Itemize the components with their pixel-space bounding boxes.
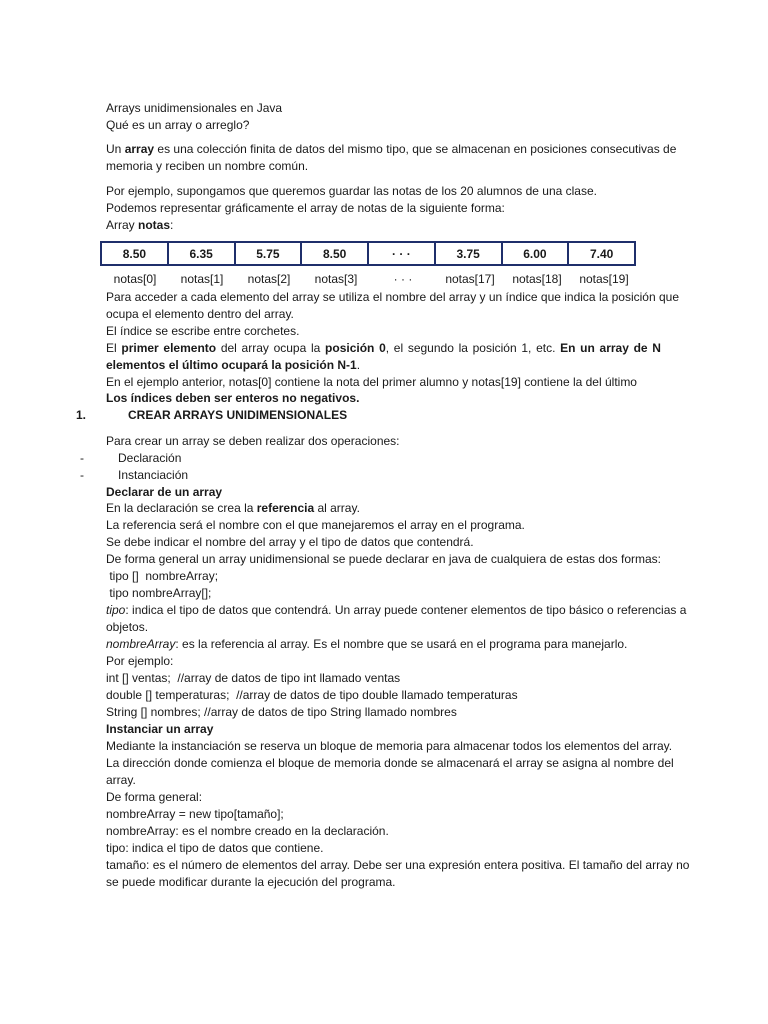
list-dash: - xyxy=(80,468,84,482)
example-label: Por ejemplo: xyxy=(106,654,174,668)
nombre-description: nombreArray: es la referencia al array. Es el nombre que se usará en el programa para manejarlo. xyxy=(106,637,628,651)
array-index-label: · · · xyxy=(393,272,413,286)
declare-form-1: tipo [] nombreArray; xyxy=(106,569,219,583)
array-index-label: notas[1] xyxy=(180,272,224,286)
section-intro: Para crear un array se deben realizar dos operaciones: xyxy=(106,434,400,448)
access-line-5: elementos el último ocupará la posición N-1. xyxy=(106,358,361,372)
array-label: Array notas: xyxy=(106,218,174,232)
declare-form-2: tipo nombreArray[]; xyxy=(106,586,212,600)
example-line-1: Por ejemplo, supongamos que queremos guardar las notas de los 20 alumnos de una clase. xyxy=(106,184,597,198)
instantiate-line-6: nombreArray: es el nombre creado en la declaración. xyxy=(106,824,389,838)
tipo-description: tipo: indica el tipo de datos que contendrá. Un array puede contener elementos de tipo básico o referencias a xyxy=(106,603,687,617)
array-cell: 7.40 xyxy=(589,246,614,261)
list-dash: - xyxy=(80,451,84,465)
instantiate-line-2: La dirección donde comienza el bloque de memoria donde se almacenará el array se asigna al nombre del xyxy=(106,756,674,770)
section-number: 1. xyxy=(76,408,87,422)
access-line-1: Para acceder a cada elemento del array se utiliza el nombre del array y un índice que indica la posición que xyxy=(106,290,679,304)
array-index-label: notas[18] xyxy=(512,272,562,286)
access-line-7: Los índices deben ser enteros no negativos. xyxy=(106,391,360,405)
instantiate-line-4: De forma general: xyxy=(106,790,203,804)
example-code-3: String [] nombres; //array de datos de tipo String llamado nombres xyxy=(106,705,457,719)
array-term: array xyxy=(124,142,155,156)
instantiate-code: nombreArray = new tipo[tamaño]; xyxy=(106,807,284,821)
access-line-2: ocupa el elemento dentro del array. xyxy=(106,307,294,321)
array-diagram xyxy=(100,241,636,266)
declare-line-3: Se debe indicar el nombre del array y el tipo de datos que contendrá. xyxy=(106,535,474,549)
array-index-label: notas[2] xyxy=(247,272,291,286)
access-line-3: El índice se escribe entre corchetes. xyxy=(106,324,300,338)
array-index-label: notas[19] xyxy=(579,272,629,286)
instantiate-line-8: tamaño: es el número de elementos del array. Debe ser una expresión entera positiva. El tamaño del array no xyxy=(106,858,690,872)
instantiate-line-7: tipo: indica el tipo de datos que contiene. xyxy=(106,841,324,855)
array-cell: 6.00 xyxy=(503,243,570,264)
array-cell: 6.35 xyxy=(169,243,236,264)
array-index-label: notas[0] xyxy=(113,272,157,286)
instantiate-heading: Instanciar un array xyxy=(106,722,214,736)
array-cell: 3.75 xyxy=(436,243,503,264)
access-line-4: El primer elemento del array ocupa la posición 0, el segundo la posición 1, etc. En un array de N xyxy=(106,341,661,355)
instantiate-line-1: Mediante la instanciación se reserva un bloque de memoria para almacenar todos los elementos del array. xyxy=(106,739,673,753)
array-cell: · · · xyxy=(369,243,436,264)
access-line-6: En el ejemplo anterior, notas[0] contiene la nota del primer alumno y notas[19] contiene la del último xyxy=(106,375,637,389)
array-cell: 8.50 xyxy=(102,243,169,264)
declare-line-1: En la declaración se crea la referencia al array. xyxy=(106,501,360,515)
array-cell: 8.50 xyxy=(302,243,369,264)
example-code-1: int [] ventas; //array de datos de tipo int llamado ventas xyxy=(106,671,401,685)
instantiate-line-9: se puede modificar durante la ejecución del programa. xyxy=(106,875,396,889)
definition-line-1: Un array es una colección finita de datos del mismo tipo, que se almacenan en posiciones consecutivas de xyxy=(106,142,677,156)
declare-heading: Declarar de un array xyxy=(106,485,223,499)
document-title: Arrays unidimensionales en Java xyxy=(106,101,283,115)
question-heading: Qué es un array o arreglo? xyxy=(106,118,250,132)
declare-line-4: De forma general un array unidimensional se puede declarar en java de cualquiera de estas dos formas: xyxy=(106,552,661,566)
example-line-2: Podemos representar gráficamente el array de notas de la siguiente forma: xyxy=(106,201,505,215)
definition-line-2: memoria y reciben un nombre común. xyxy=(106,159,309,173)
declare-line-2: La referencia será el nombre con el que manejaremos el array en el programa. xyxy=(106,518,525,532)
list-item: Instanciación xyxy=(118,468,189,482)
instantiate-line-3: array. xyxy=(106,773,136,787)
tipo-description-2: objetos. xyxy=(106,620,149,634)
array-cell: 5.75 xyxy=(236,243,303,264)
section-title: CREAR ARRAYS UNIDIMENSIONALES xyxy=(128,408,348,422)
array-index-label: notas[3] xyxy=(314,272,358,286)
array-index-label: notas[17] xyxy=(445,272,495,286)
list-item: Declaración xyxy=(118,451,182,465)
example-code-2: double [] temperaturas; //array de datos de tipo double llamado temperaturas xyxy=(106,688,518,702)
